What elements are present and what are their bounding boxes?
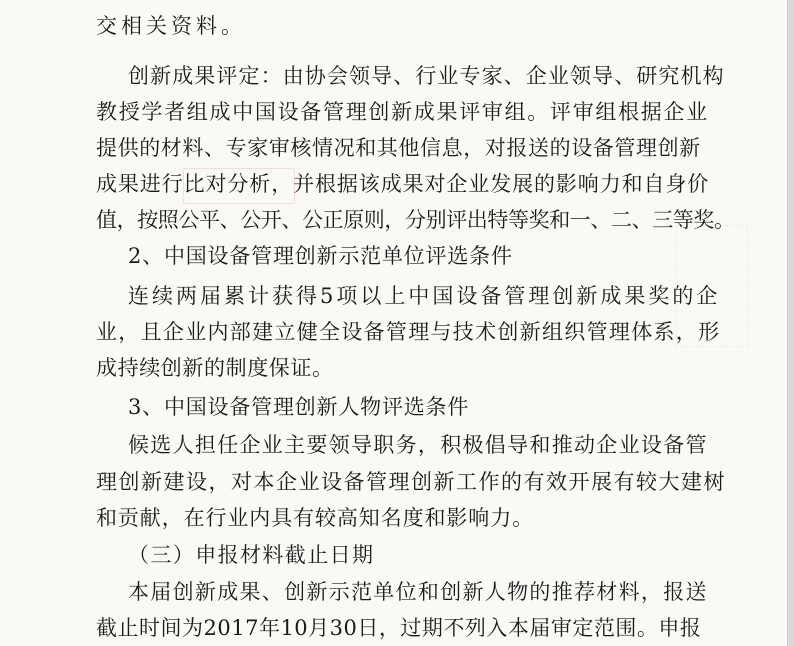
section-heading: 2、中国设备管理创新示范单位评选条件 bbox=[128, 244, 513, 268]
text-line: 教授学者组成中国设备管理创新成果评审组。评审组根据企业 bbox=[96, 100, 709, 124]
text-line: 连续两届累计获得5项以上中国设备管理创新成果奖的企 bbox=[128, 284, 721, 308]
text-line: 业，且企业内部建立健全设备管理与技术创新组织管理体系，形 bbox=[96, 320, 721, 344]
text-line: 理创新建设，对本企业设备管理创新工作的有效开展有较大建树 bbox=[96, 470, 726, 494]
text-line: 候选人担任企业主要领导职务，积极倡导和推动企业设备管 bbox=[128, 433, 708, 457]
text-line: 和贡献，在行业内具有较高知名度和影响力。 bbox=[96, 506, 534, 530]
text-line: 成果进行比对分析，并根据该成果对企业发展的影响力和自身价 bbox=[96, 172, 710, 196]
page-edge bbox=[787, 0, 794, 646]
text-line: 交相关资料。 bbox=[96, 14, 246, 38]
text-line: 提供的材料、专家审核情况和其他信息，对报送的设备管理创新 bbox=[96, 136, 701, 160]
text-line: 本届创新成果、创新示范单位和创新人物的推荐材料，报送 bbox=[128, 580, 708, 604]
section-heading: 3、中国设备管理创新人物评选条件 bbox=[128, 395, 470, 419]
text-line: 值，按照公平、公开、公正原则，分别评出特等奖和一、二、三等奖。 bbox=[96, 208, 735, 232]
text-line: 截止时间为2017年10月30日，过期不列入本届审定范围。申报 bbox=[96, 616, 702, 640]
text-line: 创新成果评定：由协会领导、行业专家、企业领导、研究机构 bbox=[128, 64, 725, 88]
section-heading: （三）申报材料截止日期 bbox=[128, 543, 375, 567]
text-line: 成持续创新的制度保证。 bbox=[96, 356, 334, 380]
